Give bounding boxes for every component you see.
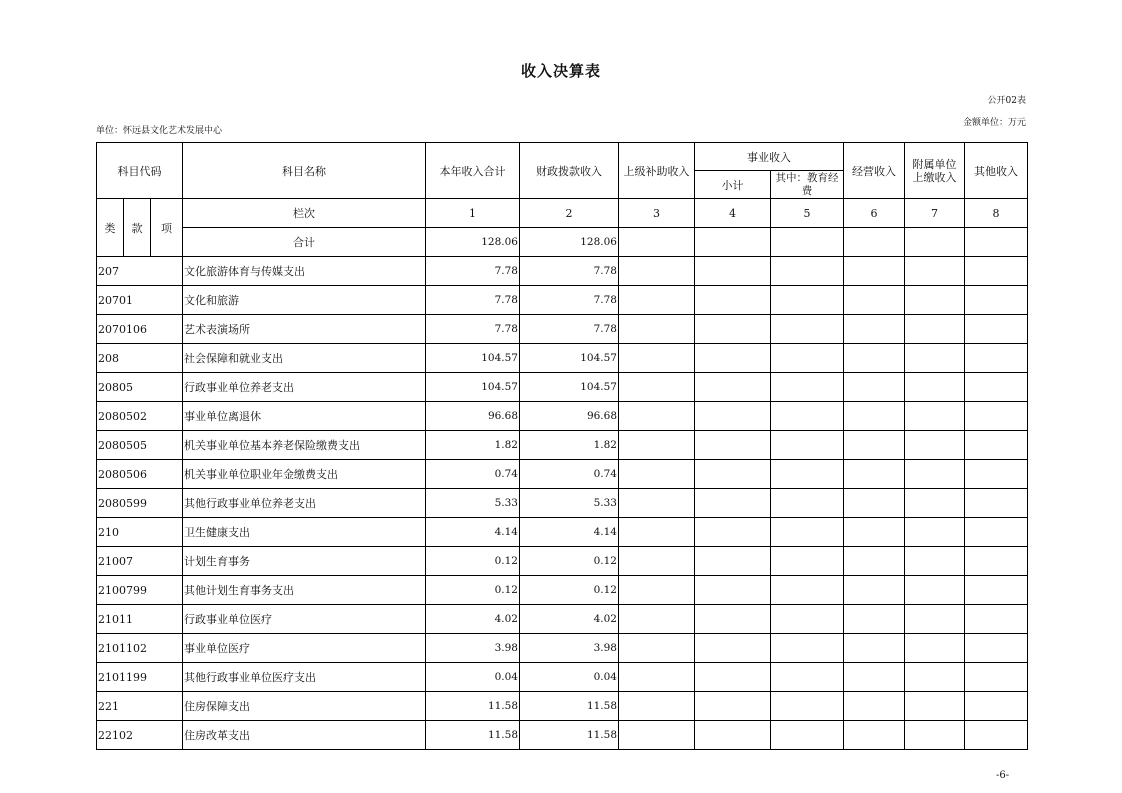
table-row bbox=[97, 344, 1028, 373]
row-name: 文化和旅游 bbox=[183, 286, 426, 315]
unit-label: 单位：怀远县文化艺术发展中心 bbox=[96, 126, 223, 136]
row-fiscal: 4.02 bbox=[520, 605, 619, 634]
header-kuan: 款 bbox=[124, 199, 151, 257]
table-row bbox=[97, 257, 1028, 286]
row-name: 其他计划生育事务支出 bbox=[183, 576, 426, 605]
column-number: 7 bbox=[905, 199, 965, 228]
page-title: 收入决算表 bbox=[520, 62, 601, 80]
row-name: 机关事业单位基本养老保险缴费支出 bbox=[183, 431, 426, 460]
column-number: 3 bbox=[619, 199, 695, 228]
table-row bbox=[97, 286, 1028, 315]
row-fiscal: 3.98 bbox=[520, 634, 619, 663]
row-name: 计划生育事务 bbox=[183, 547, 426, 576]
row-fiscal: 7.78 bbox=[520, 286, 619, 315]
row-code: 22102 bbox=[97, 721, 183, 750]
row-fiscal: 96.68 bbox=[520, 402, 619, 431]
table-row bbox=[97, 460, 1028, 489]
row-total: 1.82 bbox=[426, 431, 520, 460]
column-number: 6 bbox=[844, 199, 905, 228]
header-business: 事业收入 bbox=[695, 143, 844, 171]
row-fiscal: 0.12 bbox=[520, 547, 619, 576]
row-code: 221 bbox=[97, 692, 183, 721]
row-name: 住房改革支出 bbox=[183, 721, 426, 750]
table-row bbox=[97, 721, 1028, 750]
header-other: 其他收入 bbox=[965, 143, 1028, 199]
table-row bbox=[97, 431, 1028, 460]
money-unit-label: 金额单位：万元 bbox=[962, 118, 1026, 128]
row-total: 0.12 bbox=[426, 576, 520, 605]
header-subtotal: 小计 bbox=[695, 171, 771, 199]
header-total: 本年收入合计 bbox=[426, 143, 520, 199]
row-fiscal: 11.58 bbox=[520, 692, 619, 721]
table-row bbox=[97, 315, 1028, 344]
row-name: 机关事业单位职业年金缴费支出 bbox=[183, 460, 426, 489]
income-table bbox=[96, 142, 1028, 750]
row-total: 11.58 bbox=[426, 721, 520, 750]
row-code: 2101199 bbox=[97, 663, 183, 692]
row-total: 7.78 bbox=[426, 315, 520, 344]
header-lanci: 栏次 bbox=[183, 199, 426, 228]
header-xiang: 项 bbox=[151, 199, 183, 257]
row-name: 其他行政事业单位医疗支出 bbox=[183, 663, 426, 692]
row-total: 7.78 bbox=[426, 286, 520, 315]
header-code: 科目代码 bbox=[97, 143, 183, 199]
row-name: 事业单位医疗 bbox=[183, 634, 426, 663]
row-name: 社会保障和就业支出 bbox=[183, 344, 426, 373]
row-name: 其他行政事业单位养老支出 bbox=[183, 489, 426, 518]
table-row bbox=[97, 663, 1028, 692]
column-number: 5 bbox=[771, 199, 844, 228]
row-code: 207 bbox=[97, 257, 183, 286]
row-fiscal: 0.04 bbox=[520, 663, 619, 692]
header-education: 其中：教育经费 bbox=[771, 171, 844, 199]
table-row bbox=[97, 518, 1028, 547]
table-row bbox=[97, 489, 1028, 518]
header-name: 科目名称 bbox=[183, 143, 426, 199]
row-name: 艺术表演场所 bbox=[183, 315, 426, 344]
table-row bbox=[97, 605, 1028, 634]
table-row bbox=[97, 576, 1028, 605]
header-affiliated: 附属单位上缴收入 bbox=[905, 143, 965, 199]
column-number: 4 bbox=[695, 199, 771, 228]
row-name: 事业单位离退休 bbox=[183, 402, 426, 431]
column-number: 1 bbox=[426, 199, 520, 228]
row-fiscal: 104.57 bbox=[520, 344, 619, 373]
row-fiscal: 5.33 bbox=[520, 489, 619, 518]
table-row bbox=[97, 692, 1028, 721]
header-operating: 经营收入 bbox=[844, 143, 905, 199]
row-total: 96.68 bbox=[426, 402, 520, 431]
row-name: 文化旅游体育与传媒支出 bbox=[183, 257, 426, 286]
form-number: 公开02表 bbox=[987, 96, 1026, 106]
page-number: -6- bbox=[996, 770, 1010, 781]
row-fiscal: 0.74 bbox=[520, 460, 619, 489]
row-total: 5.33 bbox=[426, 489, 520, 518]
row-code: 208 bbox=[97, 344, 183, 373]
row-fiscal: 1.82 bbox=[520, 431, 619, 460]
row-fiscal: 7.78 bbox=[520, 315, 619, 344]
row-total: 4.02 bbox=[426, 605, 520, 634]
column-number: 8 bbox=[965, 199, 1028, 228]
header-row-1 bbox=[97, 143, 1028, 171]
table-row bbox=[97, 634, 1028, 663]
row-code: 2080599 bbox=[97, 489, 183, 518]
row-code: 20805 bbox=[97, 373, 183, 402]
header-fiscal: 财政拨款收入 bbox=[520, 143, 619, 199]
row-code: 21007 bbox=[97, 547, 183, 576]
row-code: 2101102 bbox=[97, 634, 183, 663]
total-fiscal: 128.06 bbox=[520, 228, 619, 257]
row-total: 7.78 bbox=[426, 257, 520, 286]
row-fiscal: 0.12 bbox=[520, 576, 619, 605]
row-name: 住房保障支出 bbox=[183, 692, 426, 721]
total-amount: 128.06 bbox=[426, 228, 520, 257]
row-code: 2100799 bbox=[97, 576, 183, 605]
total-label: 合计 bbox=[183, 228, 426, 257]
row-code: 20701 bbox=[97, 286, 183, 315]
table-row bbox=[97, 402, 1028, 431]
row-name: 行政事业单位医疗 bbox=[183, 605, 426, 634]
row-code: 21011 bbox=[97, 605, 183, 634]
column-number: 2 bbox=[520, 199, 619, 228]
row-total: 104.57 bbox=[426, 373, 520, 402]
row-name: 行政事业单位养老支出 bbox=[183, 373, 426, 402]
row-fiscal: 104.57 bbox=[520, 373, 619, 402]
row-total: 3.98 bbox=[426, 634, 520, 663]
table-row bbox=[97, 547, 1028, 576]
row-code: 2070106 bbox=[97, 315, 183, 344]
header-lei: 类 bbox=[97, 199, 124, 257]
header-superior: 上级补助收入 bbox=[619, 143, 695, 199]
row-code: 210 bbox=[97, 518, 183, 547]
row-code: 2080502 bbox=[97, 402, 183, 431]
row-code: 2080506 bbox=[97, 460, 183, 489]
total-row bbox=[97, 228, 1028, 257]
row-fiscal: 7.78 bbox=[520, 257, 619, 286]
row-fiscal: 4.14 bbox=[520, 518, 619, 547]
row-total: 11.58 bbox=[426, 692, 520, 721]
row-total: 0.04 bbox=[426, 663, 520, 692]
row-name: 卫生健康支出 bbox=[183, 518, 426, 547]
row-total: 104.57 bbox=[426, 344, 520, 373]
column-number-row bbox=[97, 199, 1028, 228]
row-total: 4.14 bbox=[426, 518, 520, 547]
row-total: 0.12 bbox=[426, 547, 520, 576]
row-code: 2080505 bbox=[97, 431, 183, 460]
row-total: 0.74 bbox=[426, 460, 520, 489]
row-fiscal: 11.58 bbox=[520, 721, 619, 750]
table-row bbox=[97, 373, 1028, 402]
